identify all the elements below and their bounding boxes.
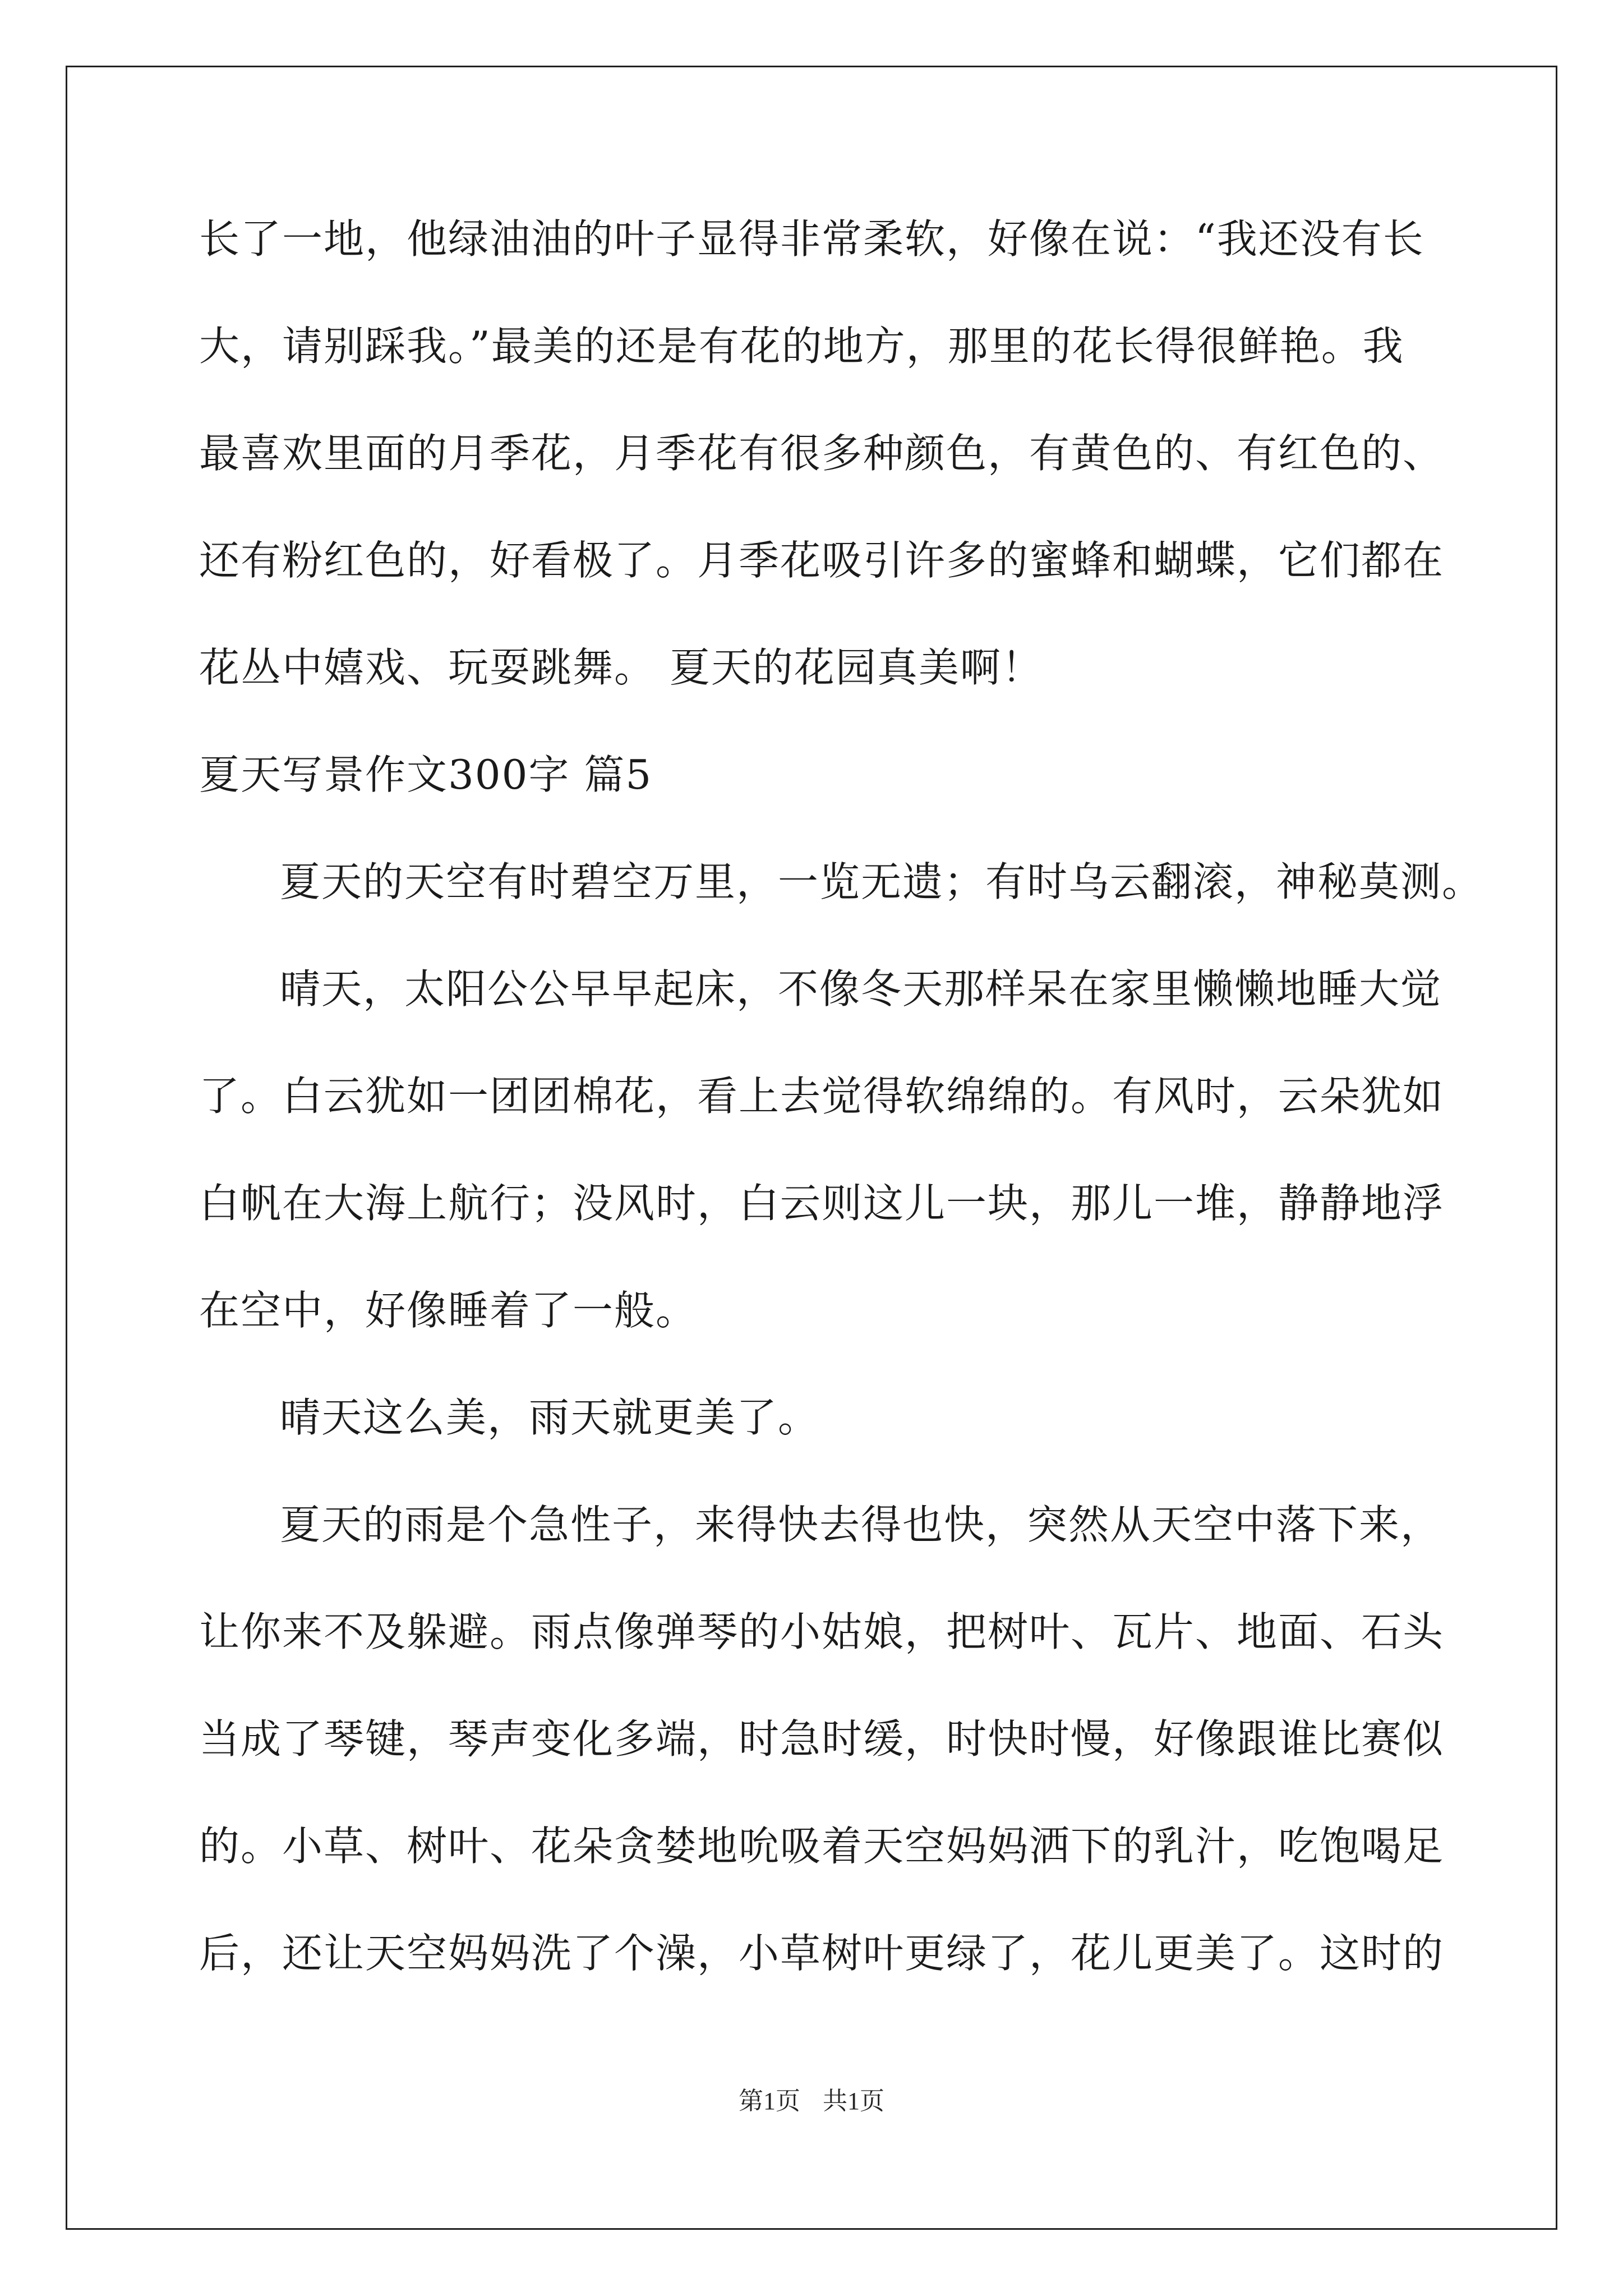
paragraph-line: 夏天的雨是个急性子，来得快去得也快，突然从天空中落下来， xyxy=(280,1501,1442,1548)
paragraph-line: 还有粉红色的，好看极了。月季花吸引许多的蜜蜂和蝴蝶，它们都在 xyxy=(199,537,1445,584)
paragraph-line: 晴天这么美，雨天就更美了。 xyxy=(280,1394,820,1441)
paragraph-line: 在空中，好像睡着了一般。 xyxy=(199,1287,698,1334)
paragraph-line: 让你来不及躲避。雨点像弹琴的小姑娘，把树叶、瓦片、地面、石头 xyxy=(199,1608,1445,1655)
paragraph-line: 了。白云犹如一团团棉花，看上去觉得软绵绵的。有风时，云朵犹如 xyxy=(199,1073,1445,1120)
paragraph-line: 大，请别踩我。”最美的还是有花的地方，那里的花长得很鲜艳。我 xyxy=(199,323,1404,370)
paragraph-line: 夏天的天空有时碧空万里，一览无遗；有时乌云翻滚，神秘莫测。 xyxy=(280,858,1484,905)
page-total: 共1页 xyxy=(823,2087,884,2115)
section-heading: 夏天写景作文300字 篇5 xyxy=(199,751,653,798)
paragraph-line: 长了一地，他绿油油的叶子显得非常柔软，好像在说：“我还没有长 xyxy=(199,215,1424,263)
page-number: 第1页 xyxy=(739,2087,800,2115)
paragraph-line: 当成了琴键，琴声变化多端，时急时缓，时快时慢，好像跟谁比赛似 xyxy=(199,1715,1445,1763)
page-footer xyxy=(0,2086,1623,2117)
paragraph-line: 白帆在大海上航行；没风时，白云则这儿一块，那儿一堆，静静地浮 xyxy=(199,1180,1445,1227)
paragraph-line: 的。小草、树叶、花朵贪婪地吮吸着天空妈妈洒下的乳汁，吃饱喝足 xyxy=(199,1823,1445,1870)
document-body xyxy=(199,212,1484,2033)
paragraph-line: 花丛中嬉戏、玩耍跳舞。 夏天的花园真美啊！ xyxy=(199,644,1043,691)
paragraph-line: 后，还让天空妈妈洗了个澡，小草树叶更绿了，花儿更美了。这时的 xyxy=(199,1930,1445,1977)
paragraph-line: 晴天，太阳公公早早起床，不像冬天那样呆在家里懒懒地睡大觉 xyxy=(280,965,1442,1013)
paragraph-line: 最喜欢里面的月季花，月季花有很多种颜色，有黄色的、有红色的、 xyxy=(199,430,1445,477)
